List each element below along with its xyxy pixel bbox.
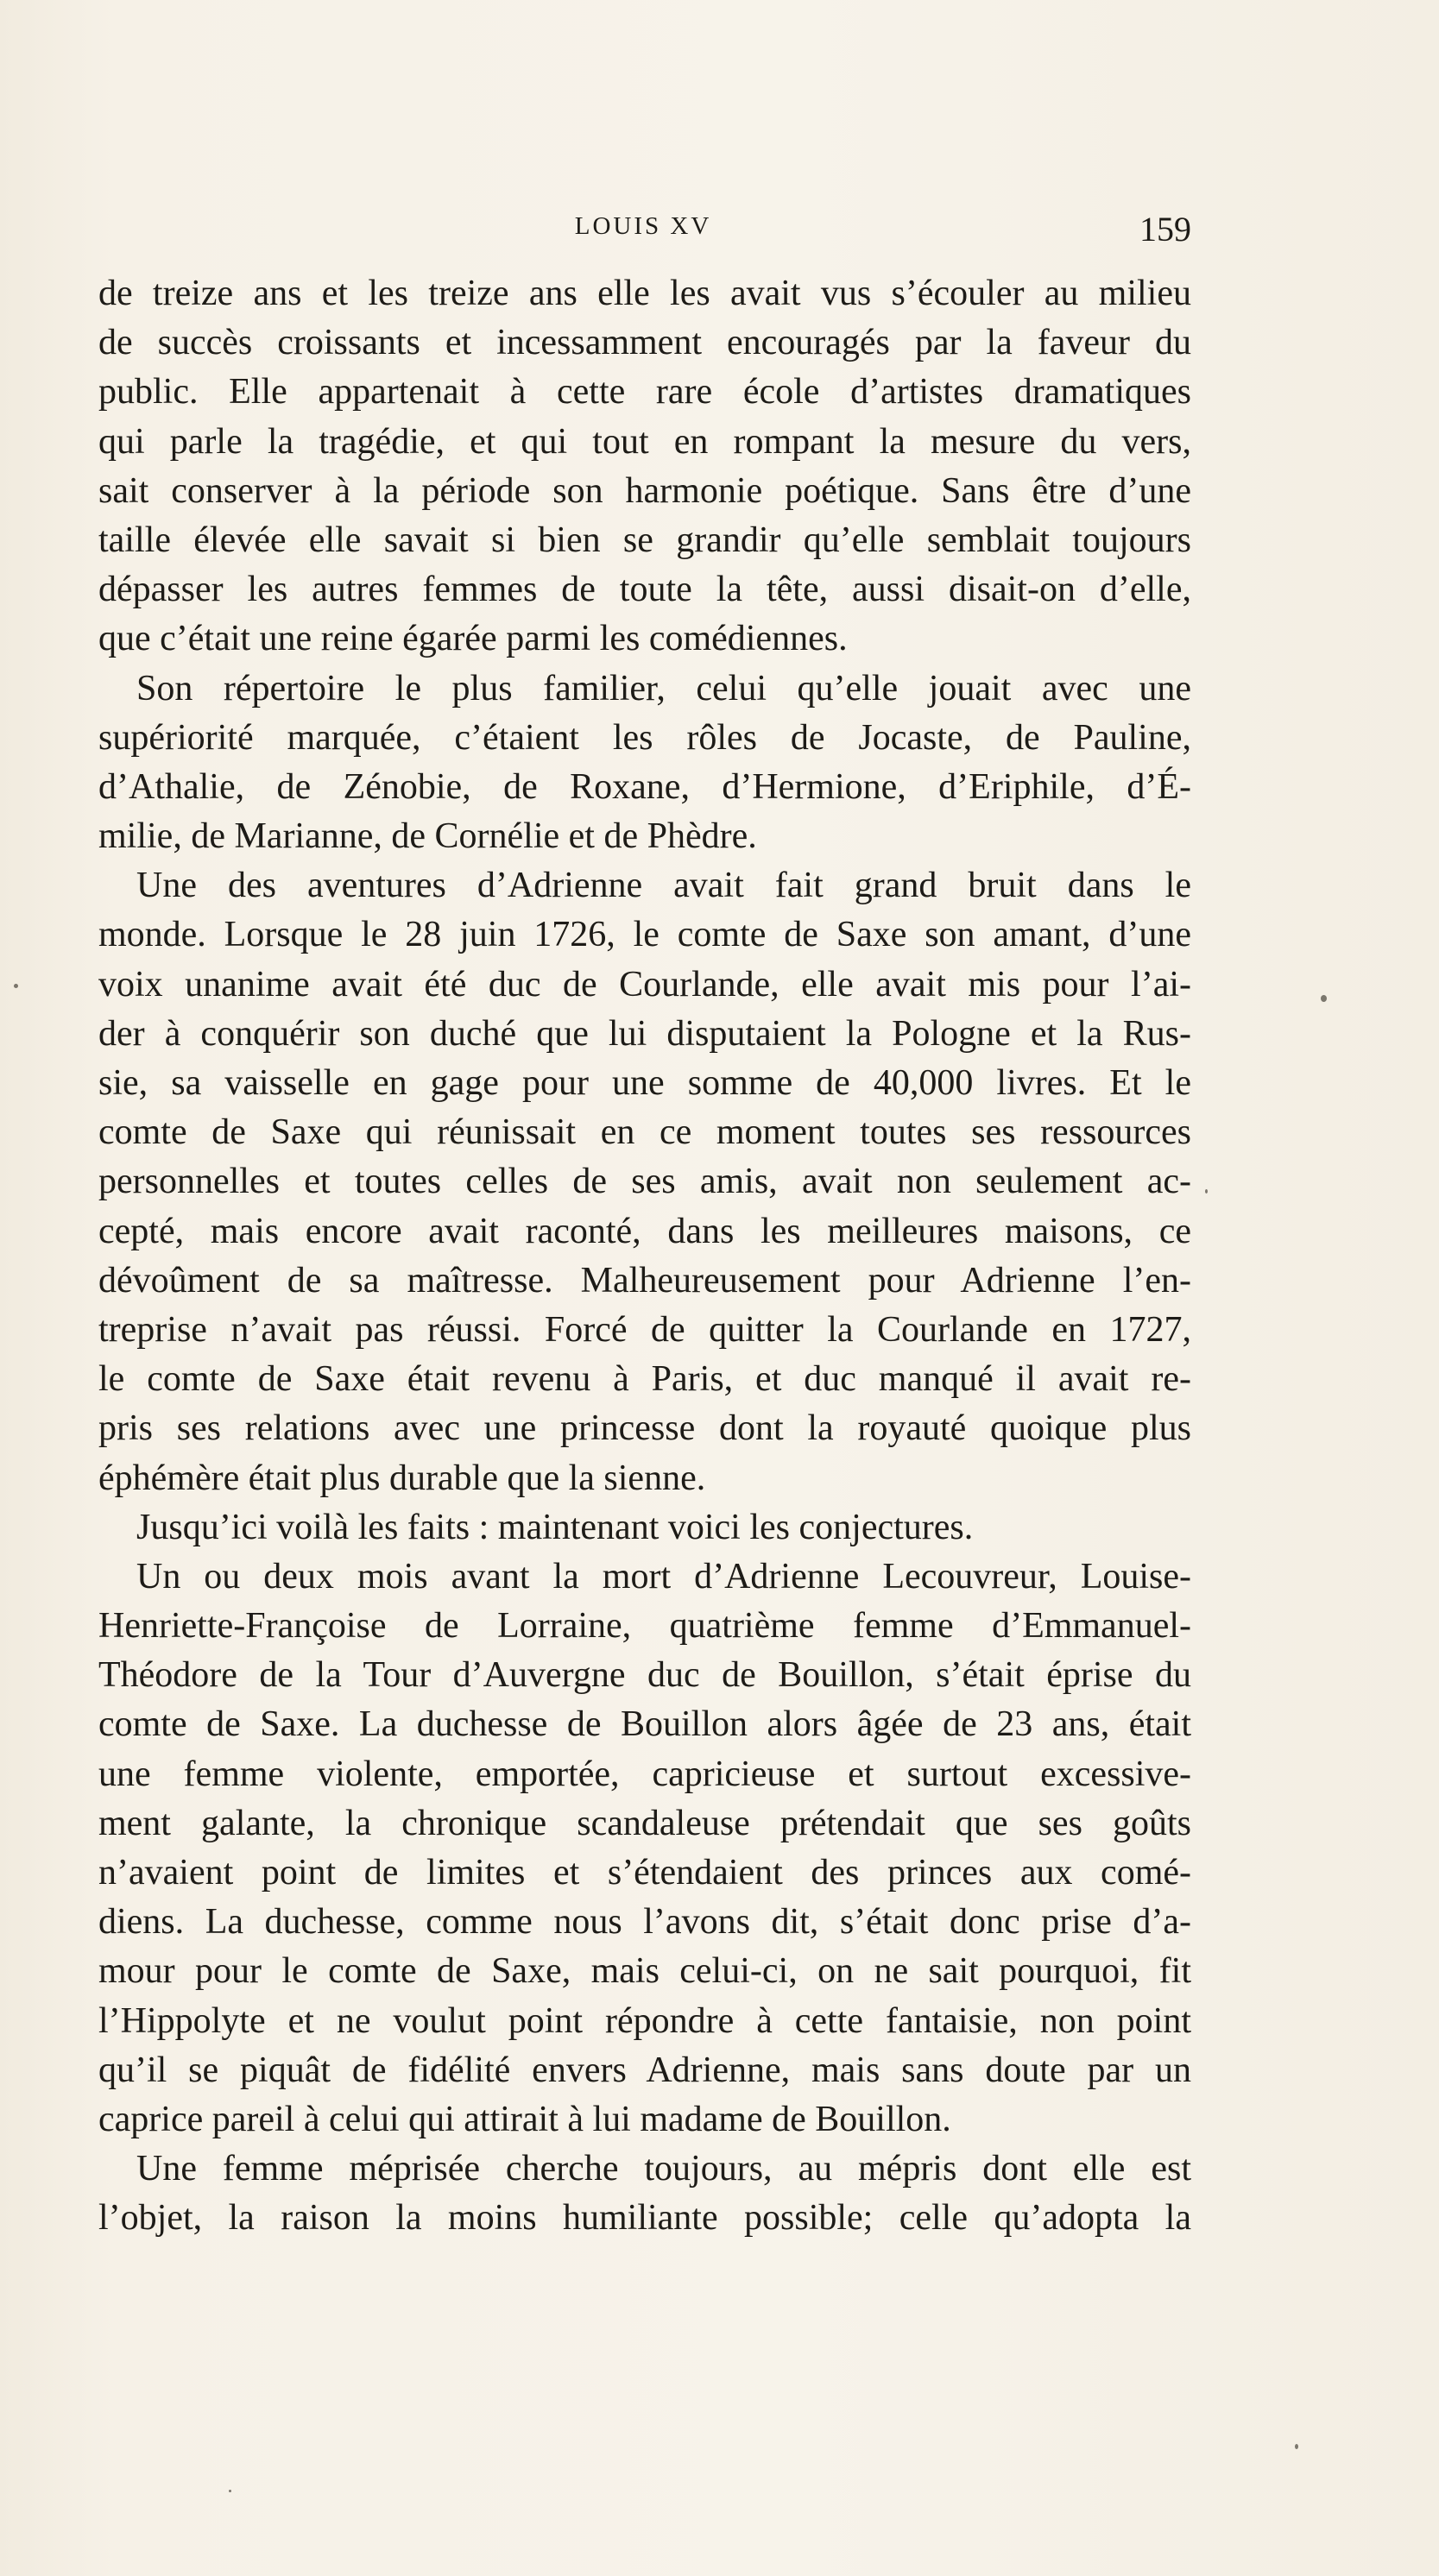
- text-line: mour pour le comte de Saxe, mais celui-ci, on ne sait pourquoi, fit: [98, 1951, 1191, 1992]
- text-line: qui parle la tragédie, et qui tout en rompant la mesure du vers,: [98, 421, 1191, 462]
- text-line: l’objet, la raison la moins humiliante possible; celle qu’adopta la: [98, 2198, 1191, 2239]
- text-line: ment galante, la chronique scandaleuse prétendait que ses goûts: [98, 1803, 1191, 1843]
- text-line: une femme violente, emportée, capricieuse et surtout excessive-: [98, 1754, 1191, 1794]
- text-line: Jusqu’ici voilà les faits : maintenant voici les conjectures.: [136, 1507, 974, 1547]
- text-line: n’avaient point de limites et s’étendaient des princes aux comé-: [98, 1853, 1191, 1893]
- ink-speck: [14, 984, 18, 988]
- text-line: der à conquérir son duché que lui disputaient la Pologne et la Rus-: [98, 1013, 1191, 1054]
- text-line: Henriette-Françoise de Lorraine, quatrième femme d’Emmanuel-: [98, 1606, 1191, 1647]
- text-line: de succès croissants et incessamment encouragés par la faveur du: [98, 323, 1191, 363]
- text-line: de treize ans et les treize ans elle les avait vus s’écouler au milieu: [98, 274, 1191, 313]
- body-text: [98, 269, 1191, 2244]
- ink-speck: [1295, 2444, 1298, 2449]
- ink-speck: [229, 2490, 231, 2492]
- ink-speck: [1205, 1189, 1208, 1194]
- text-line: voix unanime avait été duc de Courlande, elle avait mis pour l’ai-: [98, 964, 1191, 1005]
- text-line: dépasser les autres femmes de toute la tête, aussi disait-on d’elle,: [98, 570, 1191, 610]
- text-line: public. Elle appartenait à cette rare école d’artistes dramatiques: [98, 372, 1191, 413]
- text-line: milie, de Marianne, de Cornélie et de Phèdre.: [98, 816, 757, 857]
- text-line: diens. La duchesse, comme nous l’avons dit, s’était donc prise d’a-: [98, 1902, 1191, 1943]
- text-line: d’Athalie, de Zénobie, de Roxane, d’Hermione, d’Eriphile, d’É-: [98, 766, 1191, 807]
- text-line: l’Hippolyte et ne voulut point répondre à cette fantaisie, non point: [98, 2000, 1191, 2041]
- text-line: Une des aventures d’Adrienne avait fait grand bruit dans le: [136, 866, 1191, 906]
- text-line: le comte de Saxe était revenu à Paris, et duc manqué il avait re-: [98, 1359, 1191, 1400]
- text-line: Son répertoire le plus familier, celui qu’elle jouait avec une: [136, 668, 1191, 709]
- text-line: pris ses relations avec une princesse dont la royauté quoique plus: [98, 1408, 1191, 1449]
- text-line: personnelles et toutes celles de ses amis, avait non seulement ac-: [98, 1162, 1191, 1202]
- text-line: caprice pareil à celui qui attirait à lui madame de Bouillon.: [98, 2099, 951, 2139]
- text-line: dévoûment de sa maîtresse. Malheureusement pour Adrienne l’en-: [98, 1260, 1191, 1301]
- text-line: sie, sa vaisselle en gage pour une somme de 40,000 livres. Et le: [98, 1063, 1191, 1103]
- text-line: éphémère était plus durable que la sienne.: [98, 1458, 706, 1498]
- text-line: Théodore de la Tour d’Auvergne duc de Bouillon, s’était éprise du: [98, 1655, 1191, 1696]
- text-line: que c’était une reine égarée parmi les comédiennes.: [98, 619, 848, 659]
- text-line: taille élevée elle savait si bien se grandir qu’elle semblait toujours: [98, 520, 1191, 560]
- text-line: treprise n’avait pas réussi. Forcé de quitter la Courlande en 1727,: [98, 1309, 1191, 1350]
- text-line: comte de Saxe qui réunissait en ce moment toutes ses ressources: [98, 1112, 1191, 1153]
- text-line: monde. Lorsque le 28 juin 1726, le comte de Saxe son amant, d’une: [98, 915, 1191, 955]
- page-header: [95, 212, 1191, 255]
- page-number: 159: [1139, 210, 1191, 249]
- text-line: cepté, mais encore avait raconté, dans les meilleures maisons, ce: [98, 1211, 1191, 1251]
- ink-speck: [1321, 995, 1327, 1002]
- text-line: qu’il se piquât de fidélité envers Adrienne, mais sans doute par un: [98, 2050, 1191, 2090]
- text-line: comte de Saxe. La duchesse de Bouillon alors âgée de 23 ans, était: [98, 1704, 1191, 1745]
- text-line: Une femme méprisée cherche toujours, au mépris dont elle est: [136, 2149, 1191, 2189]
- text-line: Un ou deux mois avant la mort d’Adrienne Lecouvreur, Louise-: [136, 1556, 1191, 1597]
- running-head: LOUIS XV: [574, 212, 712, 240]
- text-line: supériorité marquée, c’étaient les rôles de Jocaste, de Pauline,: [98, 717, 1191, 758]
- text-line: sait conserver à la période son harmonie poétique. Sans être d’une: [98, 470, 1191, 511]
